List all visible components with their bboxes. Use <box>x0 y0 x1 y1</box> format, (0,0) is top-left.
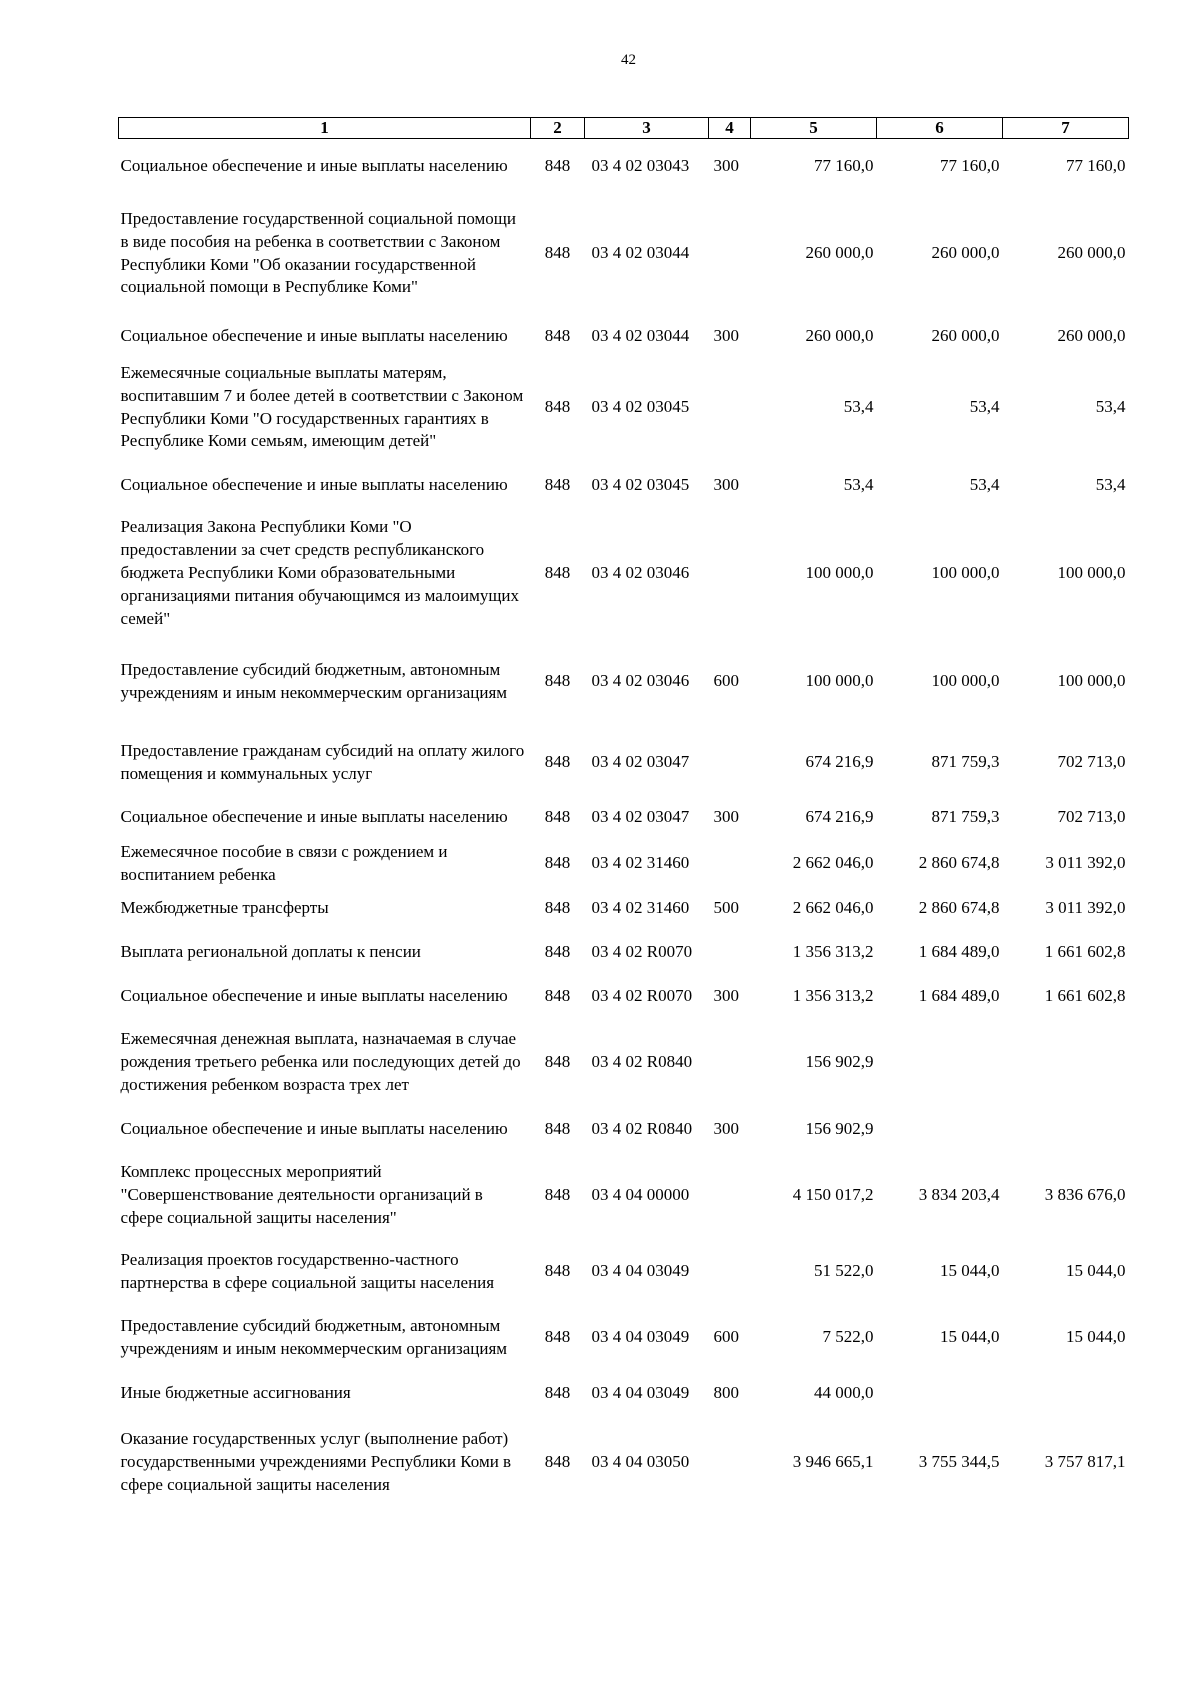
table-row <box>119 194 1129 314</box>
table-row <box>119 1239 1129 1305</box>
row-value-1-cell: 4 150 017,2 <box>792 1185 874 1205</box>
row-type-cell: 500 <box>713 898 739 918</box>
row-code-cell: 03 4 02 03044 <box>591 243 690 263</box>
row-value-2-cell: 53,4 <box>969 475 1000 495</box>
row-value-1-cell: 2 662 046,0 <box>792 853 874 873</box>
row-value-1-cell: 3 946 665,1 <box>792 1452 874 1472</box>
row-admin-cell: 848 <box>544 155 571 175</box>
row-admin-cell: 848 <box>544 807 571 827</box>
table-row <box>119 1153 1129 1239</box>
row-type-cell <box>709 1153 751 1239</box>
row-name-cell: Социальное обеспечение и иные выплаты населению <box>120 986 508 1006</box>
table-row <box>119 841 1129 887</box>
row-admin-cell: 848 <box>544 1119 571 1139</box>
row-value-1-cell: 156 902,9 <box>805 1052 874 1072</box>
row-value-2-cell: 3 755 344,5 <box>918 1452 1000 1472</box>
row-value-3-cell: 53,4 <box>1095 475 1126 495</box>
row-value-3-cell: 53,4 <box>1095 397 1126 417</box>
row-value-2-cell: 260 000,0 <box>931 325 1000 345</box>
row-value-2-cell <box>877 1107 1003 1153</box>
row-type-cell <box>709 359 751 457</box>
table-row <box>119 1371 1129 1417</box>
row-name-cell: Социальное обеспечение и иные выплаты населению <box>120 325 508 345</box>
row-value-3-cell: 702 713,0 <box>1057 752 1126 772</box>
page-number: 42 <box>621 52 636 68</box>
row-type-cell <box>709 1417 751 1509</box>
row-admin-cell: 848 <box>544 752 571 772</box>
row-value-2-cell: 77 160,0 <box>940 155 1000 175</box>
table-row <box>119 975 1129 1019</box>
row-admin-cell: 848 <box>544 1185 571 1205</box>
row-name-cell: Социальное обеспечение и иные выплаты населению <box>120 475 508 495</box>
column-header: 6 <box>877 118 1003 139</box>
row-value-2-cell: 2 860 674,8 <box>918 898 1000 918</box>
row-type-cell: 600 <box>713 1327 739 1347</box>
row-type-cell <box>709 515 751 633</box>
row-name-cell: Реализация проектов государственно-частного партнерства в сфере социальной защиты населения <box>120 1249 495 1292</box>
row-type-cell <box>709 1239 751 1305</box>
row-code-cell: 03 4 04 03049 <box>591 1327 690 1347</box>
row-value-1-cell: 44 000,0 <box>814 1383 874 1403</box>
row-name-cell: Реализация Закона Республики Коми "О предоставлении за счет средств республиканского бюджета Республики Коми образовательными организациями питания обучающимся из малоимущих семей" <box>120 517 520 628</box>
row-value-2-cell: 260 000,0 <box>931 243 1000 263</box>
row-value-1-cell: 100 000,0 <box>805 563 874 583</box>
table-row <box>119 1107 1129 1153</box>
row-admin-cell: 848 <box>544 243 571 263</box>
row-admin-cell: 848 <box>544 1052 571 1072</box>
table-row <box>119 457 1129 515</box>
row-name-cell: Ежемесячная денежная выплата, назначаемая в случае рождения третьего ребенка или последующих детей до достижения ребенком возраста трех лет <box>120 1029 521 1094</box>
row-value-1-cell: 51 522,0 <box>814 1261 874 1281</box>
budget-table <box>118 117 1129 1509</box>
row-name-cell: Предоставление субсидий бюджетным, автономным учреждениям и иным некоммерческим организациям <box>120 659 508 702</box>
table-body <box>119 139 1129 1509</box>
row-type-cell: 300 <box>713 325 739 345</box>
row-value-3-cell: 3 757 817,1 <box>1044 1452 1126 1472</box>
row-name-cell: Предоставление гражданам субсидий на оплату жилого помещения и коммунальных услуг <box>120 740 525 783</box>
row-type-cell <box>709 194 751 314</box>
row-value-1-cell: 156 902,9 <box>805 1119 874 1139</box>
row-value-3-cell: 100 000,0 <box>1057 671 1126 691</box>
row-name-cell: Ежемесячные социальные выплаты матерям, воспитавшим 7 и более детей в соответствии с Законом Республики Коми "О государственных гарантиях в Республике Коми семьям, имеющим детей" <box>120 362 524 451</box>
table-row <box>119 795 1129 841</box>
row-name-cell: Социальное обеспечение и иные выплаты населению <box>120 1119 508 1139</box>
row-admin-cell: 848 <box>544 1452 571 1472</box>
row-code-cell: 03 4 02 03044 <box>591 325 690 345</box>
column-header: 3 <box>585 118 709 139</box>
table-row <box>119 515 1129 633</box>
row-code-cell: 03 4 04 03049 <box>591 1383 690 1403</box>
row-admin-cell: 848 <box>544 475 571 495</box>
row-name-cell: Комплекс процессных мероприятий "Совершенствование деятельности организаций в сфере социальной защиты населения" <box>120 1162 483 1227</box>
row-value-2-cell: 100 000,0 <box>931 671 1000 691</box>
row-admin-cell: 848 <box>544 1327 571 1347</box>
row-type-cell: 600 <box>713 671 739 691</box>
row-value-3-cell: 100 000,0 <box>1057 563 1126 583</box>
table-header <box>119 118 1129 139</box>
table-row <box>119 931 1129 975</box>
row-code-cell: 03 4 02 R0070 <box>591 942 693 962</box>
row-admin-cell: 848 <box>544 1383 571 1403</box>
row-value-3-cell: 3 011 392,0 <box>1045 898 1126 918</box>
row-value-1-cell: 2 662 046,0 <box>792 898 874 918</box>
row-code-cell: 03 4 02 31460 <box>591 853 690 873</box>
row-value-1-cell: 260 000,0 <box>805 325 874 345</box>
table-row <box>119 1019 1129 1107</box>
row-value-2-cell: 15 044,0 <box>940 1261 1000 1281</box>
row-value-2-cell <box>877 1019 1003 1107</box>
row-value-3-cell: 1 661 602,8 <box>1044 942 1126 962</box>
row-admin-cell: 848 <box>544 671 571 691</box>
row-name-cell: Ежемесячное пособие в связи с рождением и воспитанием ребенка <box>120 841 448 884</box>
row-value-1-cell: 7 522,0 <box>822 1327 874 1347</box>
row-value-2-cell <box>877 1371 1003 1417</box>
row-value-2-cell: 1 684 489,0 <box>918 942 1000 962</box>
row-admin-cell: 848 <box>544 397 571 417</box>
table-row <box>119 1305 1129 1371</box>
row-type-cell: 300 <box>713 155 739 175</box>
column-header: 2 <box>531 118 585 139</box>
row-value-1-cell: 674 216,9 <box>805 807 874 827</box>
table-row <box>119 731 1129 795</box>
row-value-1-cell: 77 160,0 <box>814 155 874 175</box>
row-code-cell: 03 4 04 00000 <box>591 1185 690 1205</box>
row-code-cell: 03 4 02 R0070 <box>591 986 693 1006</box>
row-name-cell: Социальное обеспечение и иные выплаты населению <box>120 807 508 827</box>
table-row <box>119 139 1129 194</box>
column-header: 5 <box>751 118 877 139</box>
table-row <box>119 359 1129 457</box>
table-row <box>119 314 1129 359</box>
row-value-3-cell <box>1003 1019 1129 1107</box>
row-admin-cell: 848 <box>544 986 571 1006</box>
row-name-cell: Иные бюджетные ассигнования <box>120 1383 351 1403</box>
row-value-2-cell: 15 044,0 <box>940 1327 1000 1347</box>
row-admin-cell: 848 <box>544 325 571 345</box>
row-value-2-cell: 871 759,3 <box>931 752 1000 772</box>
row-value-3-cell: 702 713,0 <box>1057 807 1126 827</box>
row-type-cell: 800 <box>713 1383 739 1403</box>
row-name-cell: Предоставление государственной социальной помощи в виде пособия на ребенка в соответствии с Законом Республики Коми "Об оказании государственной социальной помощи в Республике Коми" <box>120 208 516 297</box>
row-value-3-cell: 15 044,0 <box>1066 1261 1126 1281</box>
row-value-1-cell: 53,4 <box>843 397 874 417</box>
row-value-1-cell: 100 000,0 <box>805 671 874 691</box>
row-name-cell: Оказание государственных услуг (выполнение работ) государственными учреждениями Республики Коми в сфере социальной защиты населения <box>120 1429 512 1494</box>
row-admin-cell: 848 <box>544 563 571 583</box>
row-value-3-cell: 3 836 676,0 <box>1044 1185 1126 1205</box>
row-value-3-cell <box>1003 1371 1129 1417</box>
row-name-cell: Выплата региональной доплаты к пенсии <box>120 942 421 962</box>
row-value-3-cell: 3 011 392,0 <box>1045 853 1126 873</box>
table-row <box>119 887 1129 931</box>
row-value-3-cell <box>1003 1107 1129 1153</box>
row-value-3-cell: 15 044,0 <box>1066 1327 1126 1347</box>
row-value-1-cell: 674 216,9 <box>805 752 874 772</box>
row-value-1-cell: 53,4 <box>843 475 874 495</box>
row-value-1-cell: 260 000,0 <box>805 243 874 263</box>
row-value-3-cell: 260 000,0 <box>1057 243 1126 263</box>
row-code-cell: 03 4 02 03045 <box>591 475 690 495</box>
row-code-cell: 03 4 04 03050 <box>591 1452 690 1472</box>
row-code-cell: 03 4 02 03046 <box>591 671 690 691</box>
row-type-cell <box>709 1019 751 1107</box>
row-code-cell: 03 4 02 R0840 <box>591 1052 693 1072</box>
row-type-cell <box>709 731 751 795</box>
column-header: 4 <box>709 118 751 139</box>
row-code-cell: 03 4 02 03047 <box>591 807 690 827</box>
row-admin-cell: 848 <box>544 853 571 873</box>
row-type-cell: 300 <box>713 1119 739 1139</box>
row-value-2-cell: 53,4 <box>969 397 1000 417</box>
row-name-cell: Межбюджетные трансферты <box>120 898 329 918</box>
row-code-cell: 03 4 02 03043 <box>591 155 690 175</box>
column-header: 1 <box>119 118 531 139</box>
row-type-cell: 300 <box>713 807 739 827</box>
row-type-cell: 300 <box>713 475 739 495</box>
row-value-1-cell: 1 356 313,2 <box>792 986 874 1006</box>
row-value-3-cell: 260 000,0 <box>1057 325 1126 345</box>
row-type-cell <box>709 841 751 887</box>
row-value-2-cell: 3 834 203,4 <box>918 1185 1000 1205</box>
row-admin-cell: 848 <box>544 1261 571 1281</box>
table-row <box>119 1417 1129 1509</box>
row-code-cell: 03 4 04 03049 <box>591 1261 690 1281</box>
row-value-1-cell: 1 356 313,2 <box>792 942 874 962</box>
column-header: 7 <box>1003 118 1129 139</box>
row-admin-cell: 848 <box>544 942 571 962</box>
row-admin-cell: 848 <box>544 898 571 918</box>
row-value-3-cell: 77 160,0 <box>1066 155 1126 175</box>
row-value-2-cell: 2 860 674,8 <box>918 853 1000 873</box>
row-code-cell: 03 4 02 03045 <box>591 397 690 417</box>
row-name-cell: Социальное обеспечение и иные выплаты населению <box>120 155 508 175</box>
row-code-cell: 03 4 02 03047 <box>591 752 690 772</box>
row-value-2-cell: 1 684 489,0 <box>918 986 1000 1006</box>
row-value-2-cell: 100 000,0 <box>931 563 1000 583</box>
row-type-cell: 300 <box>713 986 739 1006</box>
row-name-cell: Предоставление субсидий бюджетным, автономным учреждениям и иным некоммерческим организациям <box>120 1315 508 1358</box>
row-value-2-cell: 871 759,3 <box>931 807 1000 827</box>
row-value-3-cell: 1 661 602,8 <box>1044 986 1126 1006</box>
row-code-cell: 03 4 02 03046 <box>591 563 690 583</box>
row-type-cell <box>709 931 751 975</box>
table-row <box>119 633 1129 731</box>
row-code-cell: 03 4 02 R0840 <box>591 1119 693 1139</box>
row-code-cell: 03 4 02 31460 <box>591 898 690 918</box>
